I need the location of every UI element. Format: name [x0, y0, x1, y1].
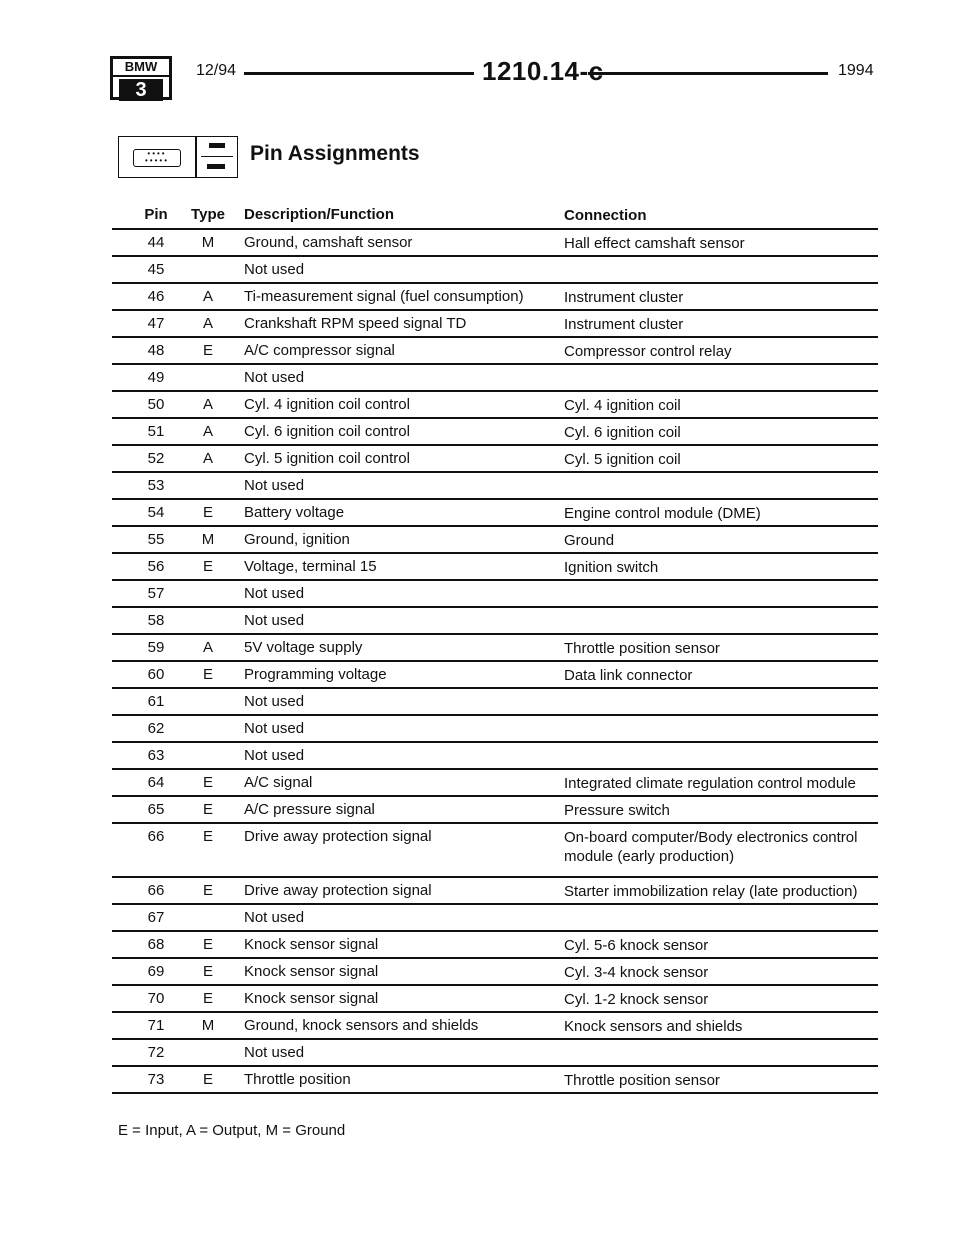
table-row: [112, 392, 878, 419]
connection-cell: Data link connector: [564, 667, 693, 684]
description-cell: Programming voltage: [244, 666, 387, 683]
table-row: [112, 824, 878, 878]
header-type: Type: [191, 206, 225, 223]
connection-cell: Compressor control relay: [564, 343, 732, 360]
connection-cell: Ground: [564, 532, 615, 549]
description-cell: Not used: [244, 585, 305, 602]
pin-cell: 68: [147, 936, 165, 953]
header-year: 1994: [838, 62, 874, 79]
table-row: [112, 797, 878, 824]
description-cell: Drive away protection signal: [244, 828, 432, 845]
connection-cell: Instrument cluster: [564, 316, 684, 333]
pin-cell: 71: [147, 1017, 165, 1034]
pin-cell: 44: [147, 234, 165, 251]
table-row: [112, 959, 878, 986]
connection-cell: Instrument cluster: [564, 289, 684, 306]
pin-cell: 56: [147, 558, 165, 575]
pin-direction-icon: [196, 136, 238, 178]
description-cell: Ti-measurement signal (fuel consumption): [244, 288, 524, 305]
type-cell: E: [202, 828, 213, 845]
type-cell: A: [202, 288, 213, 305]
description-cell: Not used: [244, 747, 305, 764]
connector-icon: •••• •••••: [118, 136, 196, 178]
section-title: Pin Assignments: [250, 142, 420, 165]
connection-cell: Hall effect camshaft sensor: [564, 235, 745, 252]
table-row: [112, 1013, 878, 1040]
table-row: [112, 581, 878, 608]
pin-cell: 66: [147, 882, 165, 899]
table-row: [112, 905, 878, 932]
type-cell: E: [202, 1071, 213, 1088]
pin-cell: 64: [147, 774, 165, 791]
pin-cell: 70: [147, 990, 165, 1007]
pin-cell: 48: [147, 342, 165, 359]
description-cell: Not used: [244, 1044, 305, 1061]
connection-cell: Cyl. 1-2 knock sensor: [564, 991, 709, 1008]
connection-cell: Starter immobilization relay (late production): [564, 883, 858, 900]
type-cell: M: [201, 1017, 215, 1034]
table-row: [112, 311, 878, 338]
connection-cell: Throttle position sensor: [564, 640, 720, 657]
table-row: [112, 932, 878, 959]
table-row: [112, 554, 878, 581]
table-header: [112, 202, 878, 230]
description-cell: Crankshaft RPM speed signal TD: [244, 315, 467, 332]
table-row: [112, 878, 878, 905]
pin-assignment-table: [112, 202, 878, 1094]
type-cell: E: [202, 963, 213, 980]
header-connection: Connection: [564, 207, 647, 224]
logo-brand: BMW: [113, 59, 169, 77]
pin-cell: 45: [147, 261, 165, 278]
connection-cell: Cyl. 4 ignition coil: [564, 397, 681, 414]
table-row: [112, 608, 878, 635]
type-cell: E: [202, 882, 213, 899]
table-row: [112, 365, 878, 392]
connection-cell: Cyl. 6 ignition coil: [564, 424, 681, 441]
description-cell: Ground, camshaft sensor: [244, 234, 413, 251]
type-cell: M: [201, 234, 215, 251]
pin-cell: 59: [147, 639, 165, 656]
header-rule-left: [244, 72, 474, 75]
type-cell: E: [202, 558, 213, 575]
table-row: [112, 1067, 878, 1094]
pin-cell: 72: [147, 1044, 165, 1061]
table-row: [112, 419, 878, 446]
header-description: Description/Function: [244, 206, 394, 223]
pin-cell: 66: [147, 828, 165, 845]
header-date: 12/94: [196, 62, 237, 79]
connection-cell: Engine control module (DME): [564, 505, 761, 522]
description-cell: Not used: [244, 261, 305, 278]
type-cell: A: [202, 450, 213, 467]
table-row: [112, 284, 878, 311]
pin-cell: 57: [147, 585, 165, 602]
pin-cell: 69: [147, 963, 165, 980]
type-cell: E: [202, 504, 213, 521]
type-legend: E = Input, A = Output, M = Ground: [118, 1122, 346, 1139]
table-row: [112, 338, 878, 365]
connection-cell: Ignition switch: [564, 559, 659, 576]
document-number: 1210.14-c: [482, 56, 604, 86]
table-row: [112, 1040, 878, 1067]
type-cell: E: [202, 666, 213, 683]
type-cell: M: [201, 531, 215, 548]
type-cell: A: [202, 423, 213, 440]
pin-cell: 47: [147, 315, 165, 332]
description-cell: A/C signal: [244, 774, 313, 791]
connection-cell: Cyl. 5-6 knock sensor: [564, 937, 709, 954]
type-cell: A: [202, 396, 213, 413]
pin-cell: 55: [147, 531, 165, 548]
table-row: [112, 446, 878, 473]
type-cell: E: [202, 342, 213, 359]
description-cell: Not used: [244, 720, 305, 737]
table-row: [112, 527, 878, 554]
description-cell: Not used: [244, 909, 305, 926]
pin-cell: 50: [147, 396, 165, 413]
page-header: [110, 50, 874, 101]
description-cell: Battery voltage: [244, 504, 345, 521]
pin-cell: 73: [147, 1071, 165, 1088]
description-cell: Not used: [244, 693, 305, 710]
description-cell: Knock sensor signal: [244, 963, 379, 980]
logo-series: 3: [119, 79, 163, 101]
pin-cell: 67: [147, 909, 165, 926]
type-cell: E: [202, 801, 213, 818]
description-cell: Drive away protection signal: [244, 882, 432, 899]
type-cell: A: [202, 639, 213, 656]
type-cell: E: [202, 936, 213, 953]
pin-cell: 53: [147, 477, 165, 494]
connection-cell: Pressure switch: [564, 802, 670, 819]
table-row: [112, 230, 878, 257]
description-cell: Ground, knock sensors and shields: [244, 1017, 479, 1034]
connection-cell: Integrated climate regulation control module: [564, 775, 856, 792]
connection-cell: On-board computer/Body electronics control module (early production): [564, 829, 858, 865]
connection-cell: Knock sensors and shields: [564, 1018, 743, 1035]
table-row: [112, 500, 878, 527]
pin-cell: 60: [147, 666, 165, 683]
table-row: [112, 257, 878, 284]
connection-cell: Throttle position sensor: [564, 1072, 720, 1089]
header-pin: Pin: [144, 206, 168, 223]
description-cell: Knock sensor signal: [244, 990, 379, 1007]
pin-cell: 58: [147, 612, 165, 629]
description-cell: Knock sensor signal: [244, 936, 379, 953]
table-row: [112, 635, 878, 662]
pin-cell: 54: [147, 504, 165, 521]
pin-cell: 65: [147, 801, 165, 818]
pin-cell: 62: [147, 720, 165, 737]
description-cell: Ground, ignition: [244, 531, 350, 548]
type-cell: E: [202, 774, 213, 791]
type-cell: E: [202, 990, 213, 1007]
pin-cell: 46: [147, 288, 165, 305]
description-cell: A/C compressor signal: [244, 342, 395, 359]
pin-cell: 52: [147, 450, 165, 467]
description-cell: Not used: [244, 369, 305, 386]
description-cell: 5V voltage supply: [244, 639, 363, 656]
table-row: [112, 743, 878, 770]
table-row: [112, 986, 878, 1013]
description-cell: Throttle position: [244, 1071, 351, 1088]
type-cell: A: [202, 315, 213, 332]
connection-cell: Cyl. 5 ignition coil: [564, 451, 681, 468]
pin-cell: 51: [147, 423, 165, 440]
table-row: [112, 689, 878, 716]
description-cell: Not used: [244, 612, 305, 629]
table-row: [112, 662, 878, 689]
description-cell: Cyl. 5 ignition coil control: [244, 450, 410, 467]
pin-cell: 63: [147, 747, 165, 764]
description-cell: Cyl. 6 ignition coil control: [244, 423, 410, 440]
table-row: [112, 716, 878, 743]
pin-cell: 49: [147, 369, 165, 386]
header-rule-right: [588, 72, 828, 75]
pin-cell: 61: [147, 693, 165, 710]
table-row: [112, 473, 878, 500]
description-cell: Not used: [244, 477, 305, 494]
connection-cell: Cyl. 3-4 knock sensor: [564, 964, 709, 981]
description-cell: Cyl. 4 ignition coil control: [244, 396, 410, 413]
table-row: [112, 770, 878, 797]
bmw-3-series-logo: [110, 56, 172, 100]
description-cell: Voltage, terminal 15: [244, 558, 377, 575]
description-cell: A/C pressure signal: [244, 801, 375, 818]
